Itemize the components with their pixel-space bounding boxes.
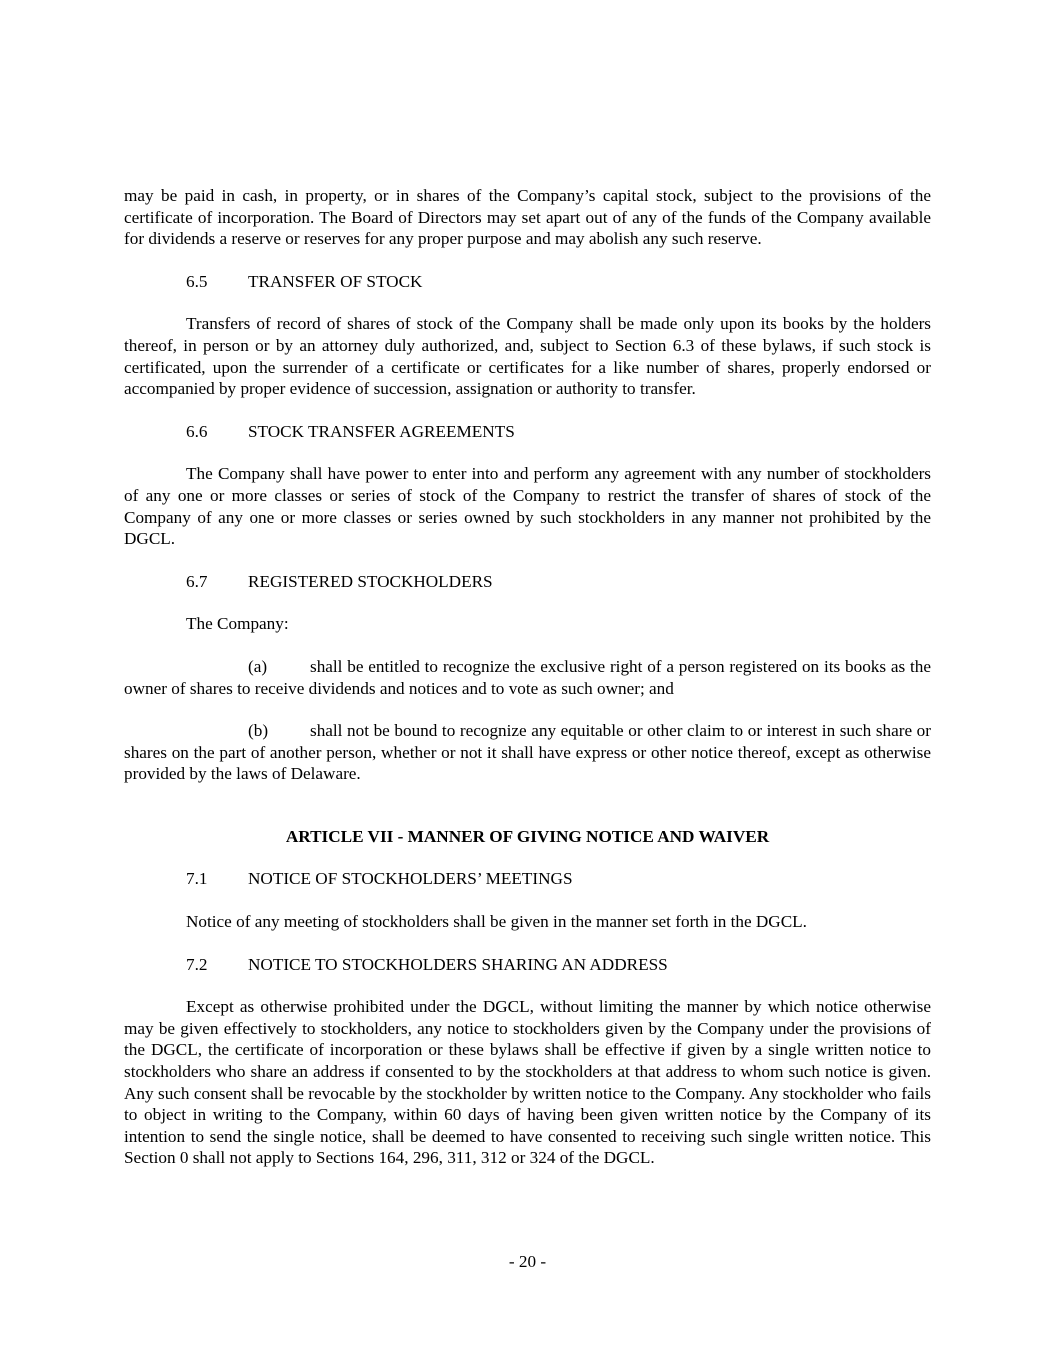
section-7-2-body: Except as otherwise prohibited under the DGCL, without limiting the manner by which notice otherwise may be given effectively to stockholders, any notice to stockholders given by the Company under the provisions of the DGCL, the certificate of incorporation or these bylaws shall be effective if given by a single written notice to stockholders who share an address if consented to by the stockholders at that address to whom such notice is given. Any such consent shall be revocable by the stockholder by written notice to the Company. Any stockholder who fails to object in writing to the Company, within 60 days of having been given written notice by the Company of its intention to send the single notice, shall be deemed to have consented to receiving such single written notice. This Section 0 shall not apply to Sections 164, 296, 311, 312 or 324 of the DGCL. — [124, 997, 931, 1168]
clause-b — [124, 720, 931, 785]
section-number: 6.5 — [186, 271, 208, 291]
section-title: NOTICE OF STOCKHOLDERS’ MEETINGS — [248, 869, 573, 889]
section-6-7-heading — [186, 571, 931, 593]
section-7-2-heading — [186, 954, 931, 976]
clause-a — [124, 656, 931, 699]
clause-b-text: shall not be bound to recognize any equitable or other claim to or interest in such share or shares on the part of another person, whether or not it shall have express or other notice thereof, except as otherwise provided by the laws of Delaware. — [124, 721, 931, 784]
article-heading: ARTICLE VII - MANNER OF GIVING NOTICE AND WAIVER — [285, 826, 770, 846]
section-6-6-heading — [186, 421, 931, 443]
clause-a-text: shall be entitled to recognize the exclusive right of a person registered on its books as the owner of shares to receive dividends and notices and to vote as such owner; and — [124, 656, 931, 698]
section-6-5-body: Transfers of record of shares of stock of the Company shall be made only upon its books by the holders thereof, in person or by an attorney duly authorized, and, subject to Section 6.3 of these bylaws, if such stock is certificated, upon the surrender of a certificate or certificates for a like number of shares, properly endorsed or accompanied by proper evidence of succession, assignation or authority to transfer. — [124, 314, 931, 399]
section-title: REGISTERED STOCKHOLDERS — [248, 571, 493, 591]
section-number: 7.1 — [186, 869, 208, 889]
section-number: 6.6 — [186, 421, 208, 441]
section-6-5-heading — [186, 271, 931, 293]
section-title: STOCK TRANSFER AGREEMENTS — [248, 421, 515, 441]
section-7-1-body: Notice of any meeting of stockholders shall be given in the manner set forth in the DGCL. — [186, 912, 807, 932]
section-number: 6.7 — [186, 571, 208, 591]
document-page — [124, 185, 931, 1169]
section-title: TRANSFER OF STOCK — [248, 271, 423, 291]
section-number: 7.2 — [186, 954, 208, 974]
section-7-1-heading — [186, 868, 931, 890]
section-title: NOTICE TO STOCKHOLDERS SHARING AN ADDRESS — [248, 954, 668, 974]
continued-paragraph: may be paid in cash, in property, or in shares of the Company’s capital stock, subject to the provisions of the certificate of incorporation. The Board of Directors may set apart out of any of the funds of the Company available for dividends a reserve or reserves for any proper purpose and may abolish any such reserve. — [124, 186, 931, 249]
clause-b-label: (b) — [248, 721, 269, 741]
page-number: - 20 - — [508, 1252, 547, 1271]
section-6-6-body: The Company shall have power to enter into and perform any agreement with any number of stockholders of any one or more classes or series of stock of the Company to restrict the transfer of shares of stock of the Company of any one or more classes or series owned by such stockholders in any manner not prohibited by the DGCL. — [124, 464, 931, 549]
clause-a-label: (a) — [248, 656, 268, 676]
section-6-7-intro: The Company: — [186, 614, 289, 634]
